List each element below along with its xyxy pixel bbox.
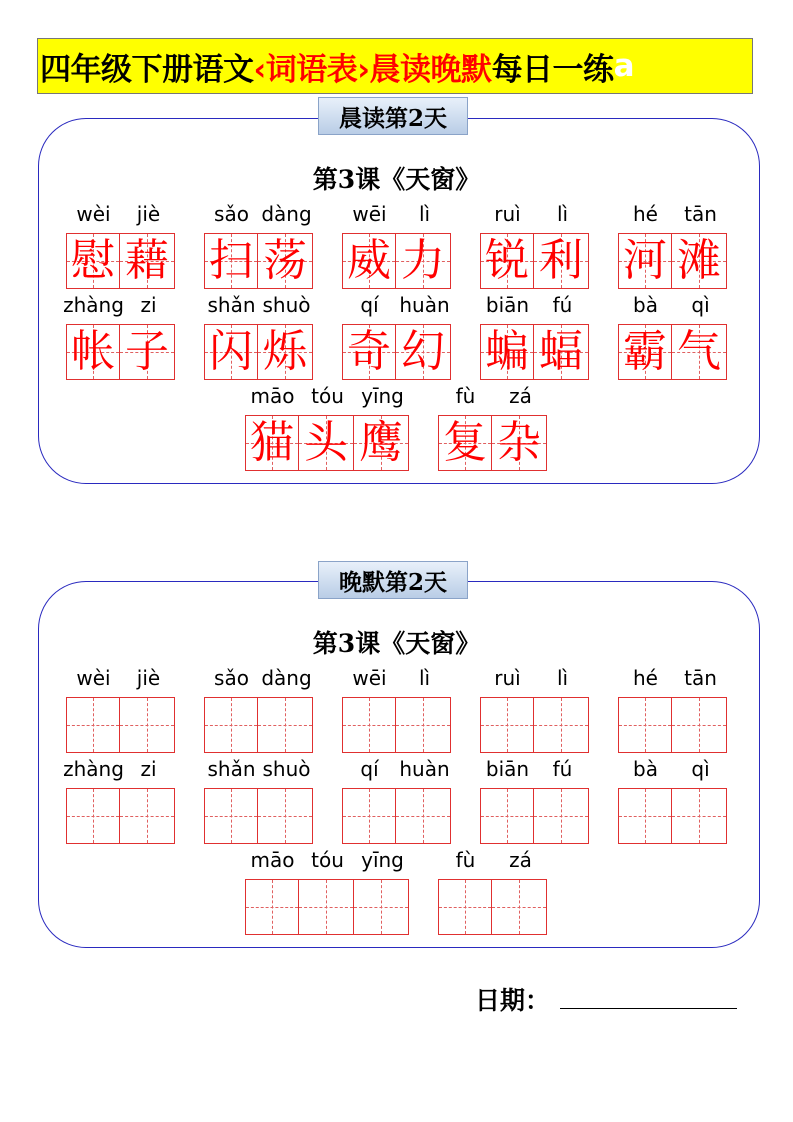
- character-cell: [204, 324, 258, 380]
- blank-word-grid[interactable]: [480, 697, 589, 753]
- writing-cell[interactable]: [396, 788, 451, 844]
- pinyin-syllable: lì: [556, 666, 569, 690]
- character-cell: [258, 324, 313, 380]
- writing-cell[interactable]: [534, 697, 589, 753]
- hanzi-character: 复: [443, 417, 487, 468]
- pinyin-syllable: yīng: [361, 848, 404, 872]
- character-cell: [618, 324, 672, 380]
- pinyin-syllable: huàn: [399, 293, 450, 317]
- hanzi-character: 蝙: [485, 326, 529, 377]
- character-cell: [245, 415, 299, 471]
- blank-word-grid[interactable]: [204, 697, 313, 753]
- pinyin-syllable: jiè: [136, 202, 161, 226]
- blank-word-grid[interactable]: [618, 788, 727, 844]
- character-cell: [672, 233, 727, 289]
- writing-cell[interactable]: [204, 788, 258, 844]
- character-cell: [342, 233, 396, 289]
- pinyin-syllable: shǎn: [207, 293, 256, 317]
- pinyin-syllable: hé: [633, 202, 658, 226]
- writing-cell[interactable]: [354, 879, 409, 935]
- word-grid: [618, 324, 727, 380]
- word-grid: [66, 233, 175, 289]
- pinyin-syllable: tóu: [311, 848, 344, 872]
- pinyin-syllable: zá: [509, 384, 532, 408]
- hanzi-character: 子: [125, 326, 169, 377]
- hanzi-character: 猫: [250, 417, 294, 468]
- pinyin-syllable: biān: [485, 757, 530, 781]
- hanzi-character: 头: [304, 417, 348, 468]
- blank-word-grid[interactable]: [480, 788, 589, 844]
- character-cell: [354, 415, 409, 471]
- blank-word-grid[interactable]: [618, 697, 727, 753]
- character-cell: [438, 415, 492, 471]
- pinyin-syllable: yīng: [361, 384, 404, 408]
- character-cell: [258, 233, 313, 289]
- pinyin-syllable: qì: [691, 757, 710, 781]
- writing-cell[interactable]: [480, 788, 534, 844]
- pinyin-syllable: huàn: [399, 757, 450, 781]
- hanzi-character: 威: [347, 235, 391, 286]
- evening-label: 晚默第2天: [318, 561, 468, 599]
- title-suffix: a: [613, 48, 634, 84]
- blank-word-grid[interactable]: [245, 879, 409, 935]
- hanzi-character: 蝠: [539, 326, 583, 377]
- word-grid: [204, 233, 313, 289]
- pinyin-syllable: qì: [691, 293, 710, 317]
- character-cell: [480, 324, 534, 380]
- pinyin-syllable: shuò: [262, 757, 311, 781]
- pinyin-syllable: māo: [250, 848, 295, 872]
- word-grid: [204, 324, 313, 380]
- blank-word-grid[interactable]: [204, 788, 313, 844]
- pinyin-syllable: shǎn: [207, 757, 256, 781]
- hanzi-character: 慰: [71, 235, 115, 286]
- pinyin-syllable: shuò: [262, 293, 311, 317]
- writing-cell[interactable]: [342, 697, 396, 753]
- writing-cell[interactable]: [120, 697, 175, 753]
- hanzi-character: 奇: [347, 326, 391, 377]
- pinyin-syllable: tān: [684, 202, 717, 226]
- pinyin-syllable: bà: [633, 293, 658, 317]
- pinyin-syllable: fù: [455, 848, 476, 872]
- pinyin-syllable: jiè: [136, 666, 161, 690]
- pinyin-syllable: hé: [633, 666, 658, 690]
- writing-cell[interactable]: [438, 879, 492, 935]
- writing-cell[interactable]: [672, 788, 727, 844]
- hanzi-character: 杂: [497, 417, 541, 468]
- word-grid: [480, 233, 589, 289]
- pinyin-syllable: fù: [455, 384, 476, 408]
- hanzi-character: 烁: [263, 326, 307, 377]
- hanzi-character: 藉: [125, 235, 169, 286]
- title-topic: ‹词语表›晨读晚默: [253, 51, 492, 88]
- pinyin-syllable: wèi: [76, 202, 111, 226]
- pinyin-syllable: zi: [140, 293, 157, 317]
- character-cell: [299, 415, 354, 471]
- pinyin-syllable: bà: [633, 757, 658, 781]
- pinyin-syllable: sǎo: [214, 666, 249, 690]
- hanzi-character: 荡: [263, 235, 307, 286]
- hanzi-character: 幻: [401, 326, 445, 377]
- hanzi-character: 霸: [623, 326, 667, 377]
- pinyin-syllable: lì: [418, 202, 431, 226]
- hanzi-character: 滩: [677, 235, 721, 286]
- character-cell: [342, 324, 396, 380]
- date-field[interactable]: [560, 1008, 737, 1009]
- character-cell: [66, 324, 120, 380]
- hanzi-character: 河: [623, 235, 667, 286]
- pinyin-syllable: tóu: [311, 384, 344, 408]
- pinyin-syllable: zhàng: [63, 293, 124, 317]
- hanzi-character: 闪: [209, 326, 253, 377]
- character-cell: [204, 233, 258, 289]
- date-label: 日期：: [475, 986, 551, 1015]
- writing-cell[interactable]: [245, 879, 299, 935]
- pinyin-syllable: zi: [140, 757, 157, 781]
- pinyin-syllable: lì: [418, 666, 431, 690]
- character-cell: [396, 324, 451, 380]
- character-cell: [120, 324, 175, 380]
- word-grid: [480, 324, 589, 380]
- hanzi-character: 力: [401, 235, 445, 286]
- blank-word-grid[interactable]: [66, 697, 175, 753]
- pinyin-syllable: wēi: [352, 666, 387, 690]
- character-cell: [534, 233, 589, 289]
- pinyin-syllable: zhàng: [63, 757, 124, 781]
- word-grid: [438, 415, 547, 471]
- hanzi-character: 利: [539, 235, 583, 286]
- pinyin-syllable: māo: [250, 384, 295, 408]
- writing-cell[interactable]: [204, 697, 258, 753]
- hanzi-character: 气: [677, 326, 721, 377]
- title-grade: 四年级下册语文: [40, 51, 254, 88]
- hanzi-character: 锐: [485, 235, 529, 286]
- blank-word-grid[interactable]: [342, 788, 451, 844]
- pinyin-syllable: fú: [552, 757, 573, 781]
- word-grid: [245, 415, 409, 471]
- pinyin-syllable: dàng: [261, 202, 312, 226]
- writing-cell[interactable]: [672, 697, 727, 753]
- character-cell: [672, 324, 727, 380]
- writing-cell[interactable]: [492, 879, 547, 935]
- word-grid: [342, 233, 451, 289]
- writing-cell[interactable]: [534, 788, 589, 844]
- pinyin-syllable: lì: [556, 202, 569, 226]
- pinyin-syllable: zá: [509, 848, 532, 872]
- character-cell: [396, 233, 451, 289]
- hanzi-character: 鹰: [359, 417, 403, 468]
- character-cell: [492, 415, 547, 471]
- evening-lesson-title: 第3课《天窗》: [312, 629, 481, 658]
- pinyin-syllable: biān: [485, 293, 530, 317]
- writing-cell[interactable]: [66, 788, 120, 844]
- word-grid: [618, 233, 727, 289]
- word-grid: [342, 324, 451, 380]
- character-cell: [618, 233, 672, 289]
- character-cell: [66, 233, 120, 289]
- writing-cell[interactable]: [66, 697, 120, 753]
- writing-cell[interactable]: [342, 788, 396, 844]
- blank-word-grid[interactable]: [66, 788, 175, 844]
- writing-cell[interactable]: [480, 697, 534, 753]
- writing-cell[interactable]: [120, 788, 175, 844]
- character-cell: [480, 233, 534, 289]
- writing-cell[interactable]: [618, 788, 672, 844]
- writing-cell[interactable]: [396, 697, 451, 753]
- writing-cell[interactable]: [618, 697, 672, 753]
- pinyin-syllable: dàng: [261, 666, 312, 690]
- blank-word-grid[interactable]: [438, 879, 547, 935]
- pinyin-syllable: wēi: [352, 202, 387, 226]
- pinyin-syllable: ruì: [494, 666, 521, 690]
- morning-lesson-title: 第3课《天窗》: [312, 165, 481, 194]
- worksheet-title: [37, 38, 753, 94]
- hanzi-character: 帐: [71, 326, 115, 377]
- pinyin-syllable: sǎo: [214, 202, 249, 226]
- pinyin-syllable: ruì: [494, 202, 521, 226]
- pinyin-syllable: qí: [360, 293, 379, 317]
- hanzi-character: 扫: [209, 235, 253, 286]
- writing-cell[interactable]: [258, 788, 313, 844]
- title-practice: 每日一练: [491, 51, 614, 88]
- writing-cell[interactable]: [299, 879, 354, 935]
- word-grid: [66, 324, 175, 380]
- writing-cell[interactable]: [258, 697, 313, 753]
- morning-label: 晨读第2天: [318, 97, 468, 135]
- pinyin-syllable: wèi: [76, 666, 111, 690]
- blank-word-grid[interactable]: [342, 697, 451, 753]
- character-cell: [120, 233, 175, 289]
- pinyin-syllable: tān: [684, 666, 717, 690]
- character-cell: [534, 324, 589, 380]
- pinyin-syllable: qí: [360, 757, 379, 781]
- pinyin-syllable: fú: [552, 293, 573, 317]
